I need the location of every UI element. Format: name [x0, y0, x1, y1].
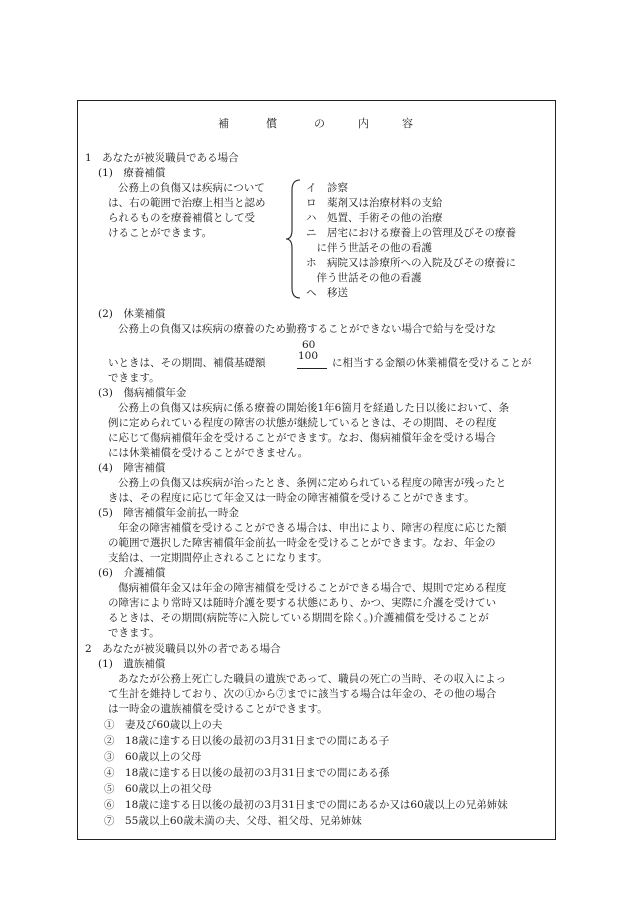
kyugyo-text-line: 公務上の負傷又は疾病の療養のため勤務することができない場合で給与を受けな	[118, 323, 496, 335]
maebarai-label: (5) 障害補償年金前払一時金	[98, 507, 239, 519]
title-char: の	[314, 117, 325, 130]
kyugyo-text-line: できます。	[108, 372, 160, 384]
ryoyo-item: ホ 病院又は診療所への入院及びその療養に	[306, 257, 516, 269]
shogai-label: (4) 障害補償	[98, 462, 166, 474]
ryoyo-item: ヘ 移送	[306, 287, 348, 299]
title-char: 償	[266, 117, 277, 130]
ryoyo-text-line: けることができます。	[108, 227, 213, 239]
section-2-heading: 2 あなたが被災職員以外の者である場合	[85, 643, 281, 655]
maebarai-text-line: 年金の障害補償を受けることができる場合は、申出により、障害の程度に応じた額	[118, 522, 507, 534]
izoku-list-item: ③ 60歳以上の父母	[104, 751, 202, 763]
ryoyo-item: ハ 処置、手術その他の治療	[306, 212, 443, 224]
ryoyo-item: に伴う世話その他の看護	[306, 242, 432, 254]
ryoyo-item: ロ 薬剤又は治療材料の支給	[306, 197, 443, 209]
kaigo-label: (6) 介護補償	[98, 567, 166, 579]
izoku-list-item: ⑦ 55歳以上60歳未満の夫、父母、祖父母、兄弟姉妹	[104, 815, 362, 827]
title-char: 内	[358, 117, 369, 130]
brace-bracket	[285, 178, 303, 300]
izoku-list-item: ⑤ 60歳以上の祖父母	[104, 783, 212, 795]
izoku-label: (1) 遺族補償	[98, 658, 166, 670]
izoku-text-line: あなたが公務上死亡した職員の遺族であって、職員の死亡の当時、その収入によっ	[118, 673, 507, 685]
section-1-heading: 1 あなたが被災職員である場合	[85, 152, 239, 164]
shobyo-text-line: 例に定められている程度の障害の状態が継続しているときは、その期間、その程度	[108, 417, 497, 429]
ryoyo-text-line: 公務上の負傷又は疾病について	[118, 182, 265, 194]
izoku-list-item: ② 18歳に達する日以後の最初の3月31日までの間にある子	[104, 735, 390, 747]
izoku-list-item: ① 妻及び60歳以上の夫	[104, 719, 223, 731]
shobyo-label: (3) 傷病補償年金	[98, 387, 187, 399]
kyugyo-label: (2) 休業補償	[98, 308, 166, 320]
fraction-bar	[297, 368, 327, 369]
title-char: 容	[402, 117, 413, 130]
maebarai-text-line: 支給は、一定期間停止されることになります。	[108, 552, 328, 564]
shobyo-text-line: 公務上の負傷又は疾病に係る療養の開始後1年6箇月を経過した日以後において、条	[118, 402, 510, 414]
fraction-denominator: 100	[298, 350, 319, 362]
izoku-list-item: ④ 18歳に達する日以後の最初の3月31日までの間にある孫	[104, 767, 390, 779]
ryoyo-text-line: は、右の範囲で治療上相当と認め	[108, 197, 266, 209]
izoku-list-item: ⑥ 18歳に達する日以後の最初の3月31日までの間にあるか又は60歳以上の兄弟姉妹	[104, 799, 508, 811]
fraction-numerator: 60	[302, 339, 316, 351]
shobyo-text-line: には休業補償を受けることができません。	[108, 447, 309, 459]
kyugyo-text-line: いときは、その期間、補償基礎額	[108, 357, 266, 369]
maebarai-text-line: の範囲で選択した障害補償年金前払一時金を受けることができます。なお、年金の	[108, 537, 496, 549]
ryoyo-item: イ 診察	[306, 182, 348, 194]
izoku-text-line: は一時金の遺族補償を受けることができます。	[108, 703, 328, 715]
kaigo-text-line: るときは、その期間(病院等に入院している期間を除く。)介護補償を受けることが	[108, 612, 489, 624]
kaigo-text-line: 傷病補償年金又は年金の障害補償を受けることができる場合で、規則で定める程度	[118, 582, 507, 594]
title-char: 補	[218, 117, 229, 130]
kaigo-text-line: できます。	[108, 627, 160, 639]
ryoyo-text-line: られるものを療養補償として受	[108, 212, 255, 224]
kaigo-text-line: の障害により常時又は随時介護を要する状態にあり、かつ、実際に介護を受けてい	[108, 597, 497, 609]
kyugyo-text-line: に相当する金額の休業補償を受けることが	[332, 357, 532, 369]
shogai-text-line: 公務上の負傷又は疾病が治ったとき、条例に定められている程度の障害が残ったと	[118, 477, 507, 489]
ryoyo-item: 伴う世話その他の看護	[306, 272, 422, 284]
ryoyo-label: (1) 療養補償	[98, 167, 166, 179]
shogai-text-line: きは、その程度に応じて年金又は一時金の障害補償を受けることができます。	[108, 492, 475, 504]
izoku-text-line: て生計を維持しており、次の①から⑦までに該当する場合は年金の、その他の場合	[108, 688, 497, 700]
ryoyo-item: ニ 居宅における療養上の管理及びその療養	[306, 227, 516, 239]
shobyo-text-line: に応じて傷病補償年金を受けることができます。なお、傷病補償年金を受ける場合	[108, 432, 496, 444]
